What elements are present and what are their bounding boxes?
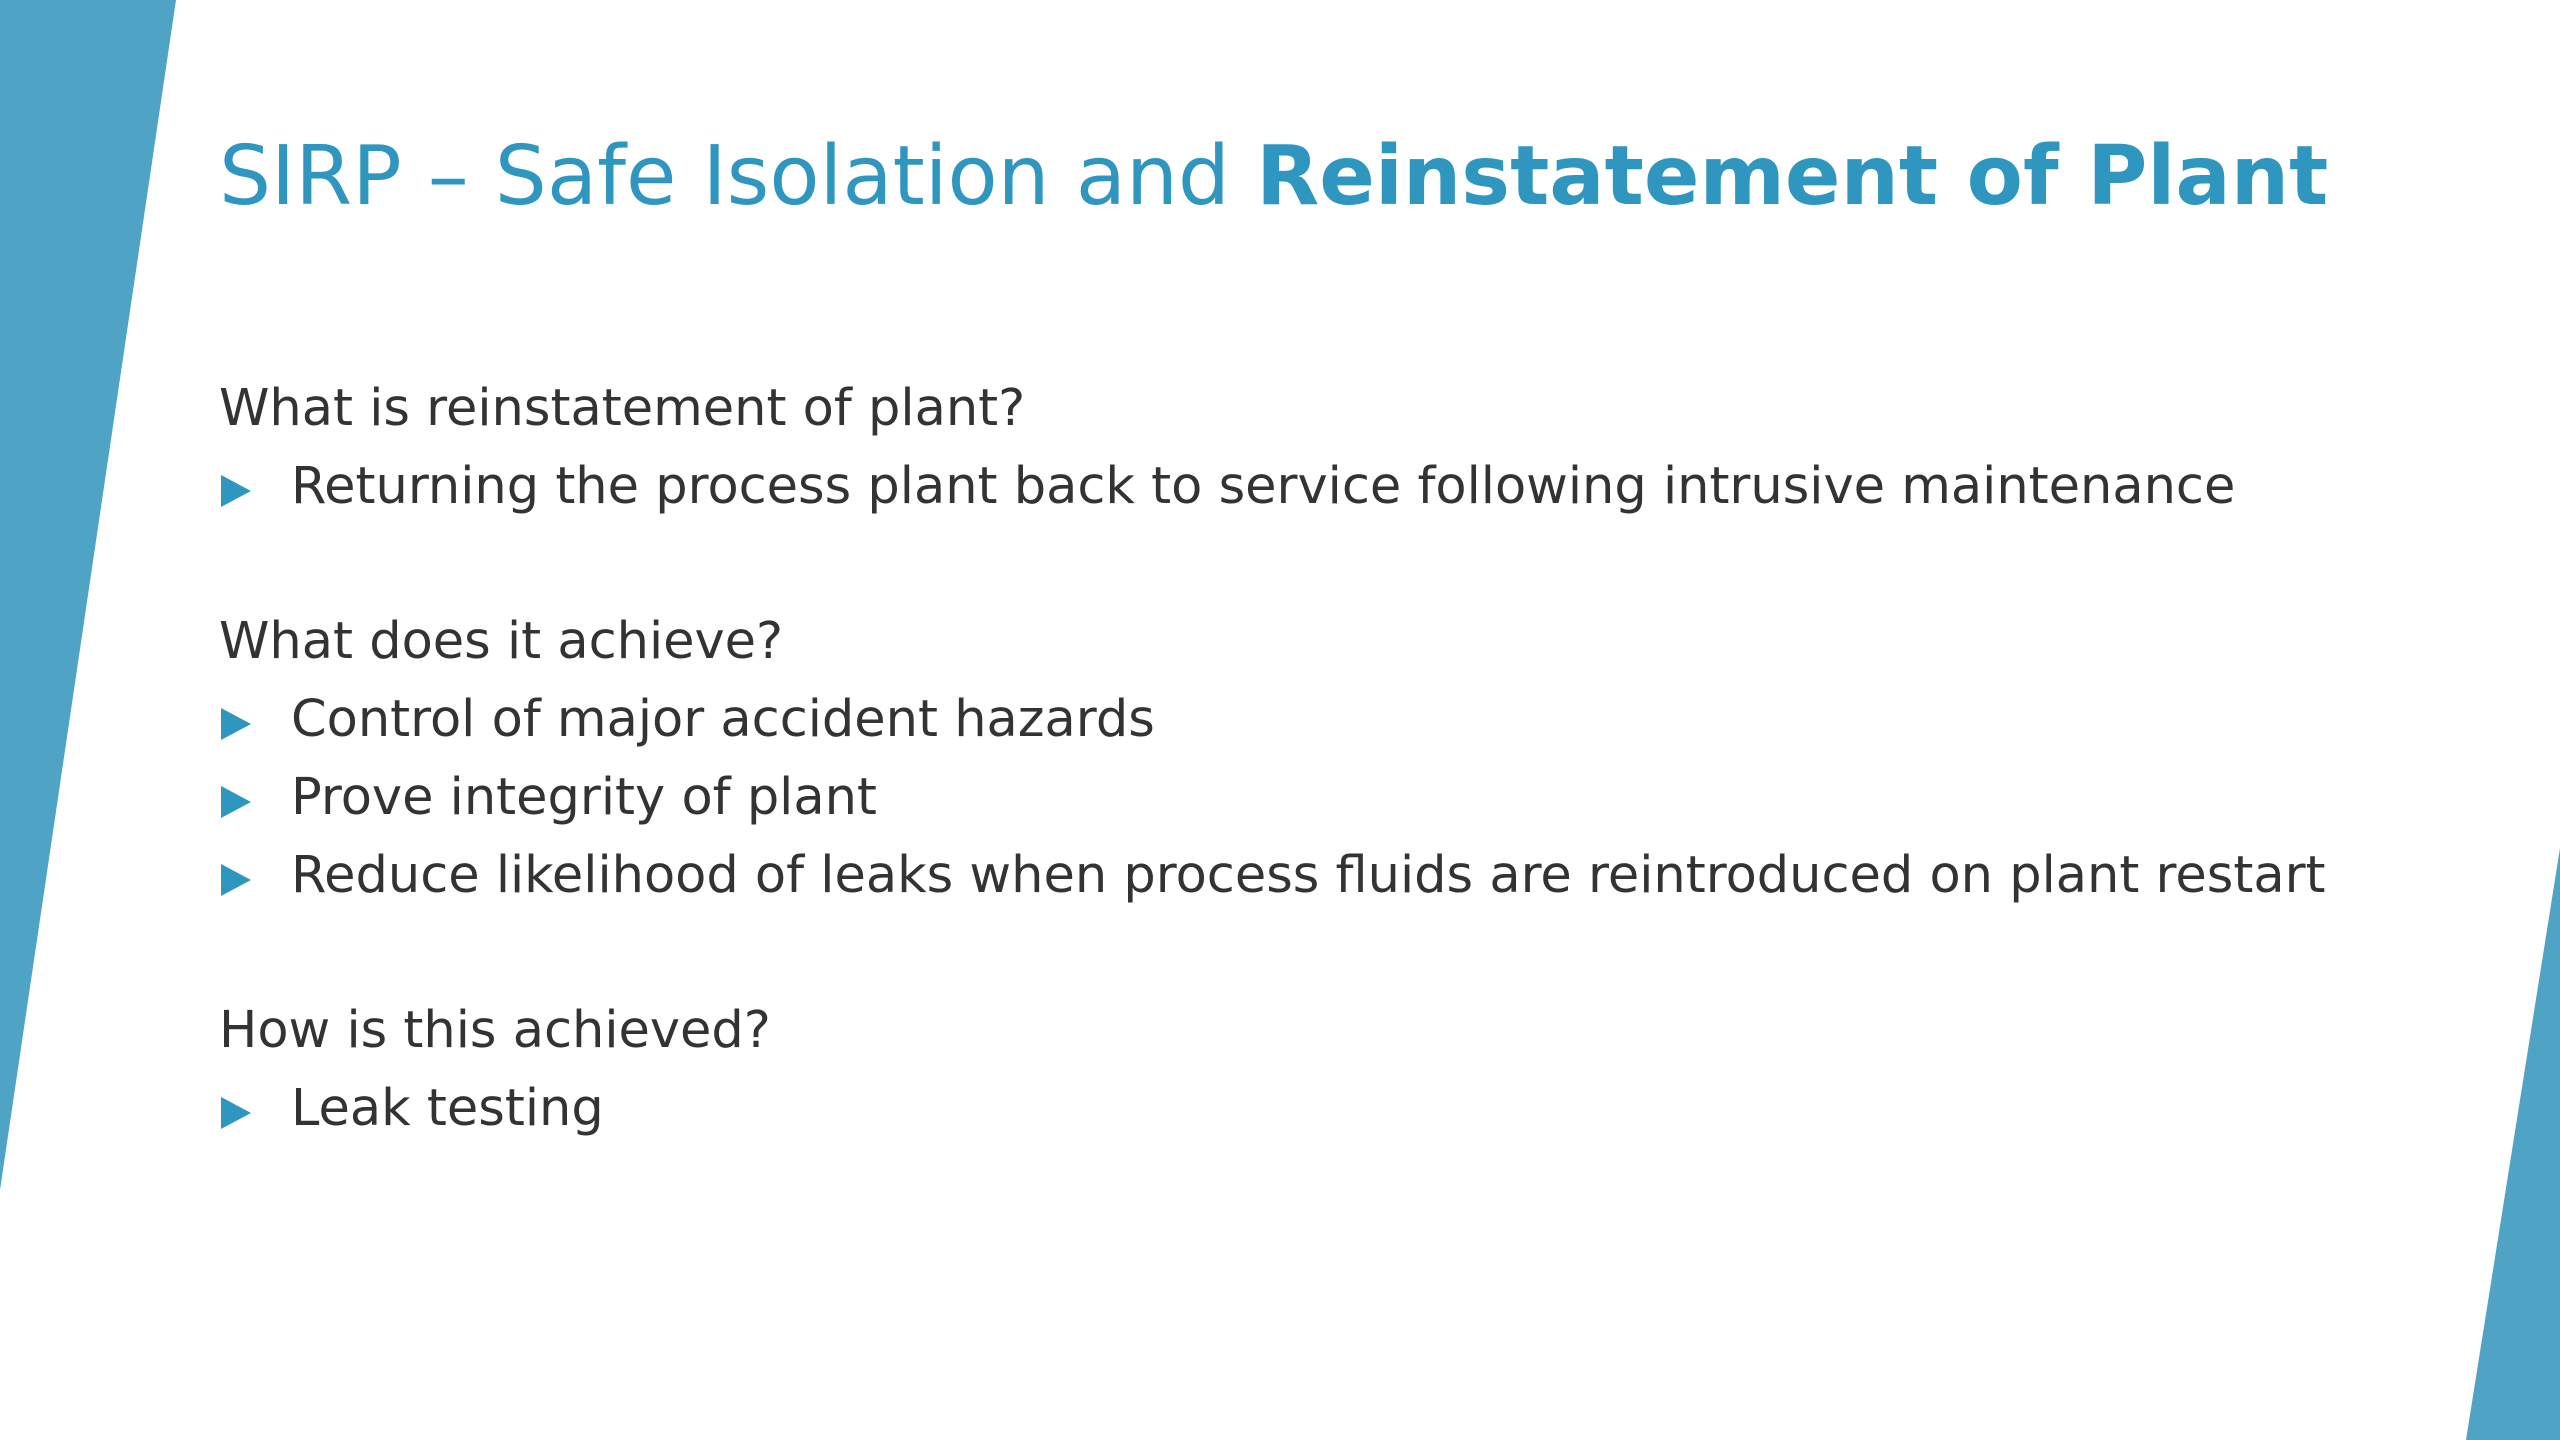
- bullet-item: [219, 837, 2459, 915]
- triangle-right-icon: [221, 475, 251, 507]
- bullet-text: Reduce likelihood of leaks when process fluids are reintroduced on plant restart: [291, 846, 2326, 905]
- slide-body: [219, 370, 2459, 1148]
- bullet-list: [219, 681, 2459, 915]
- slide-title-regular: SIRP – Safe Isolation and: [219, 129, 1257, 224]
- bullet-item: [219, 681, 2459, 759]
- bullet-item: [219, 1070, 2459, 1148]
- section-achieve: [219, 603, 2459, 915]
- section-question: What is reinstatement of plant?: [219, 379, 1026, 438]
- slide-title: [219, 128, 2328, 226]
- bullet-text: Returning the process plant back to service following intrusive maintenance: [291, 457, 2236, 516]
- triangle-right-icon: [221, 708, 251, 740]
- bullet-text: Control of major accident hazards: [291, 690, 1155, 749]
- bullet-item: [219, 448, 2459, 526]
- bullet-list: [219, 448, 2459, 526]
- section-reinstatement: [219, 370, 2459, 526]
- bullet-text: Leak testing: [291, 1079, 604, 1138]
- section-question: How is this achieved?: [219, 1001, 771, 1060]
- triangle-right-icon: [221, 1097, 251, 1129]
- triangle-right-icon: [221, 786, 251, 818]
- slide-title-bold: Reinstatement of Plant: [1256, 129, 2329, 224]
- section-question: What does it achieve?: [219, 612, 784, 671]
- bullet-item: [219, 759, 2459, 837]
- right-accent-band: [2466, 848, 2560, 1440]
- bullet-list: [219, 1070, 2459, 1148]
- section-how: [219, 992, 2459, 1148]
- left-accent-band: [0, 0, 176, 1190]
- bullet-text: Prove integrity of plant: [291, 768, 877, 827]
- triangle-right-icon: [221, 864, 251, 896]
